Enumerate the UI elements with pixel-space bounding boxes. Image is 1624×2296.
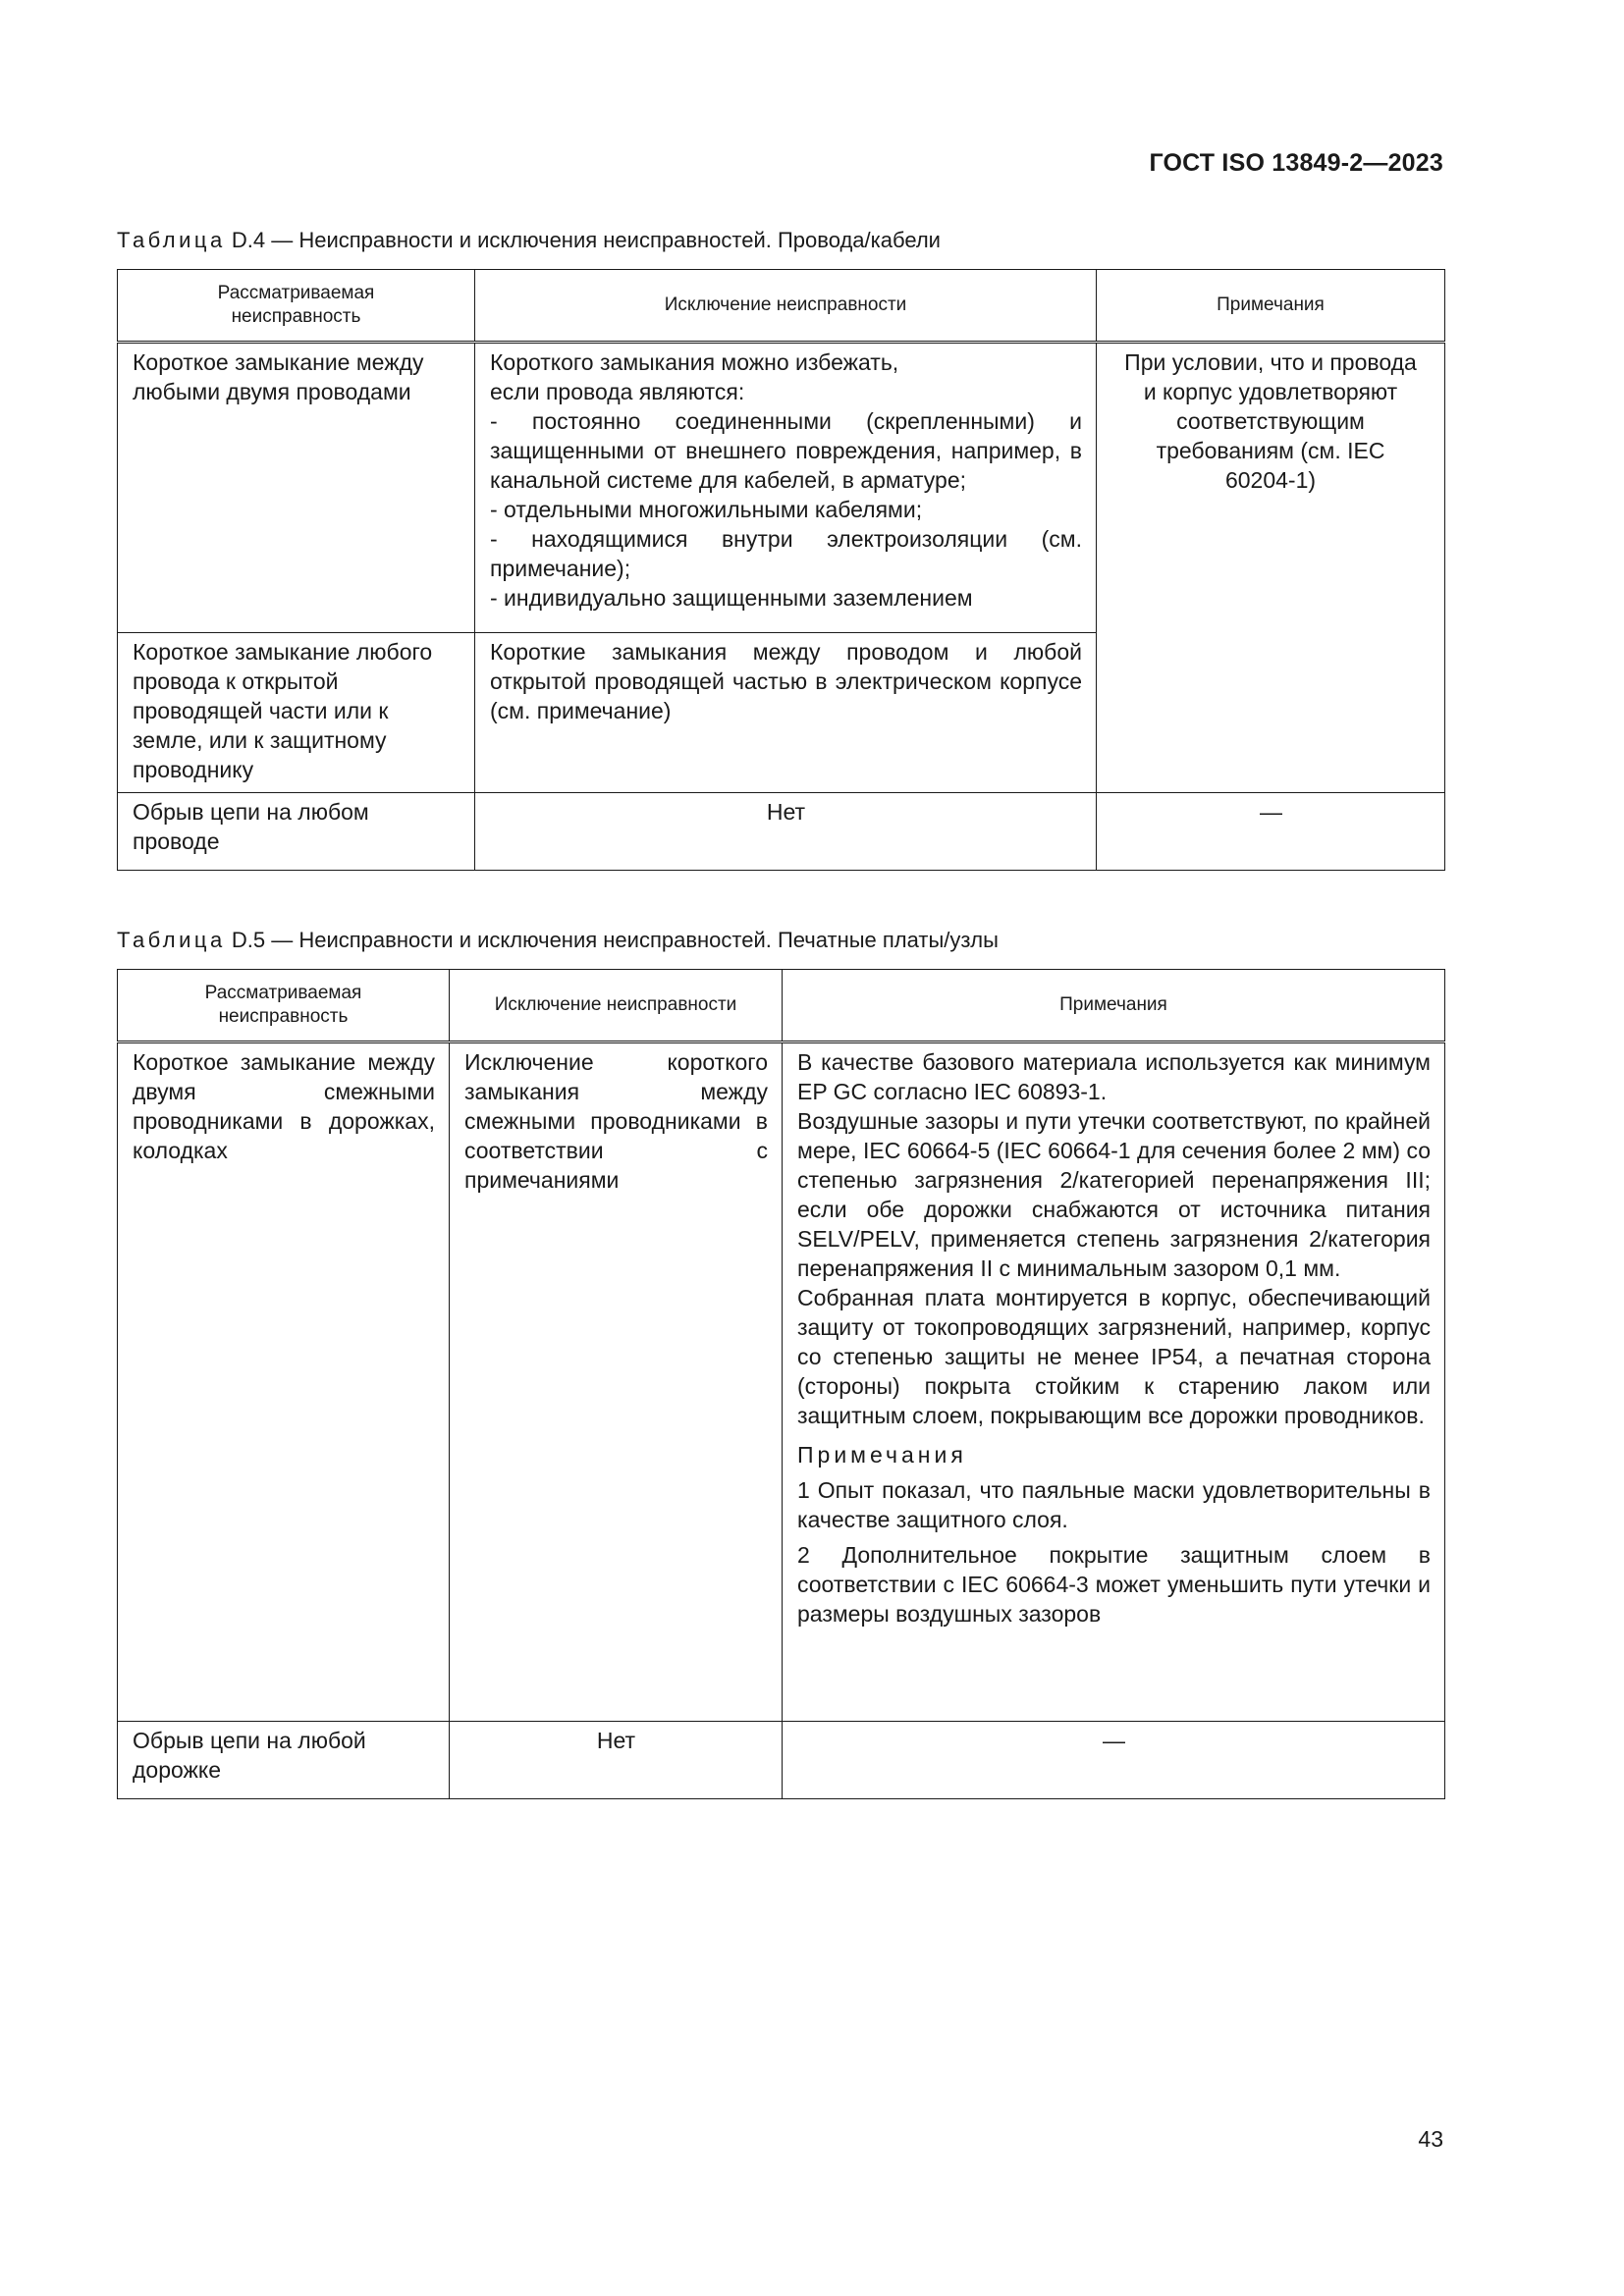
table-d5-col-fault: Рассматриваемая неисправность: [118, 970, 450, 1042]
table-row: [118, 343, 1445, 633]
table-d5-header-row: [118, 970, 1445, 1042]
table-d4-col-remarks: Примечания: [1097, 270, 1445, 343]
table-d5-col-remarks: Примечания: [783, 970, 1445, 1042]
standard-code: ГОСТ ISO 13849-2—2023: [1149, 149, 1443, 177]
remarks-paragraph: В качестве базового материала используется как минимум EP GC согласно IEC 60893-1.: [797, 1049, 1431, 1104]
table-d5-r1-exclusion: Исключение короткого замыкания между смежными проводниками в соответствии с примечаниями: [450, 1042, 783, 1722]
table-d4-r1-fault: Короткое замыкание между любыми двумя проводами: [118, 343, 475, 633]
table-d5-r2-remarks: —: [783, 1722, 1445, 1799]
note-item: 2 Дополнительное покрытие защитным слоем в соответствии с IEC 60664-3 может уменьшить пути утечки и размеры воздушных зазоров: [797, 1542, 1431, 1627]
exclusion-line: если провода являются:: [490, 379, 745, 404]
table-d5-r2-fault: Обрыв цепи на любой дорожке: [118, 1722, 450, 1799]
table-d4-r1-exclusion: [475, 343, 1097, 633]
table-d4-r2-exclusion: Короткие замыкания между проводом и любой открытой проводящей частью в электрическом корпусе (см. примечание): [475, 633, 1097, 793]
table-d4-r2-fault: Короткое замыкание любого провода к открытой проводящей части или к земле, или к защитному проводнику: [118, 633, 475, 793]
table-row: [118, 793, 1445, 871]
table-d4-header-row: [118, 270, 1445, 343]
table-d5-r1-fault: Короткое замыкание между двумя смежными проводниками в дорожках, колодках: [118, 1042, 450, 1722]
notes-heading: Примечания: [797, 1442, 967, 1468]
table-d4-col-fault: Рассматриваемая неисправность: [118, 270, 475, 343]
exclusion-line: - находящимися внутри электроизоляции (см. примечание);: [490, 526, 1082, 581]
table-d5-r1-remarks: [783, 1042, 1445, 1722]
note-item: 1 Опыт показал, что паяльные маски удовлетворительны в качестве защитного слоя.: [797, 1477, 1431, 1532]
table-d5-caption-label: Таблица: [117, 928, 226, 952]
table-d4-caption-label: Таблица: [117, 228, 226, 252]
table-row: [118, 1042, 1445, 1722]
exclusion-line: - индивидуально защищенными заземлением: [490, 585, 973, 611]
exclusion-line: - отдельными многожильными кабелями;: [490, 497, 923, 522]
table-d5: [117, 969, 1445, 1799]
table-d4-r1-remarks: При условии, что и провода и корпус удовлетворяют соответствующим требованиям (см. IEC 60204-1): [1097, 343, 1445, 793]
table-d4-r3-remarks: —: [1097, 793, 1445, 871]
table-row: [118, 1722, 1445, 1799]
table-d5-caption: [117, 928, 999, 953]
page-number: 43: [1418, 2126, 1443, 2152]
exclusion-line: - постоянно соединенными (скрепленными) и защищенными от внешнего повреждения, например, в канальной системе для кабелей, в арматуре;: [490, 408, 1082, 493]
table-d4-r3-exclusion: Нет: [475, 793, 1097, 871]
table-d5-col-exclusion: Исключение неисправности: [450, 970, 783, 1042]
remarks-paragraph: Собранная плата монтируется в корпус, обеспечивающий защиту от токопроводящих загрязнений, например, корпус со степенью защиты не менее IP54, а печатная сторона (стороны) покрыта стойким к старению лаком или защитным слоем, покрывающим все дорожки проводников.: [797, 1285, 1431, 1428]
table-d4-r3-fault: Обрыв цепи на любом проводе: [118, 793, 475, 871]
table-d4-col-exclusion: Исключение неисправности: [475, 270, 1097, 343]
table-d4-caption-text: D.4 — Неисправности и исключения неисправностей. Провода/кабели: [231, 228, 941, 252]
remarks-paragraph: Воздушные зазоры и пути утечки соответствуют, по крайней мере, IEC 60664-5 (IEC 60664-1 для сечения более 2 мм) со степенью загрязнения 2/категорией перенапряжения III; если обе дорожки снабжаются от источника питания SELV/PELV, применяется степень загрязнения 2/категория перенапряжения II с минимальным зазором 0,1 мм.: [797, 1108, 1431, 1281]
table-d4-caption: [117, 228, 941, 253]
table-d5-caption-text: D.5 — Неисправности и исключения неисправностей. Печатные платы/узлы: [231, 928, 999, 952]
table-d5-r2-exclusion: Нет: [450, 1722, 783, 1799]
table-d4: [117, 269, 1445, 871]
exclusion-line: Короткого замыкания можно избежать,: [490, 349, 899, 375]
